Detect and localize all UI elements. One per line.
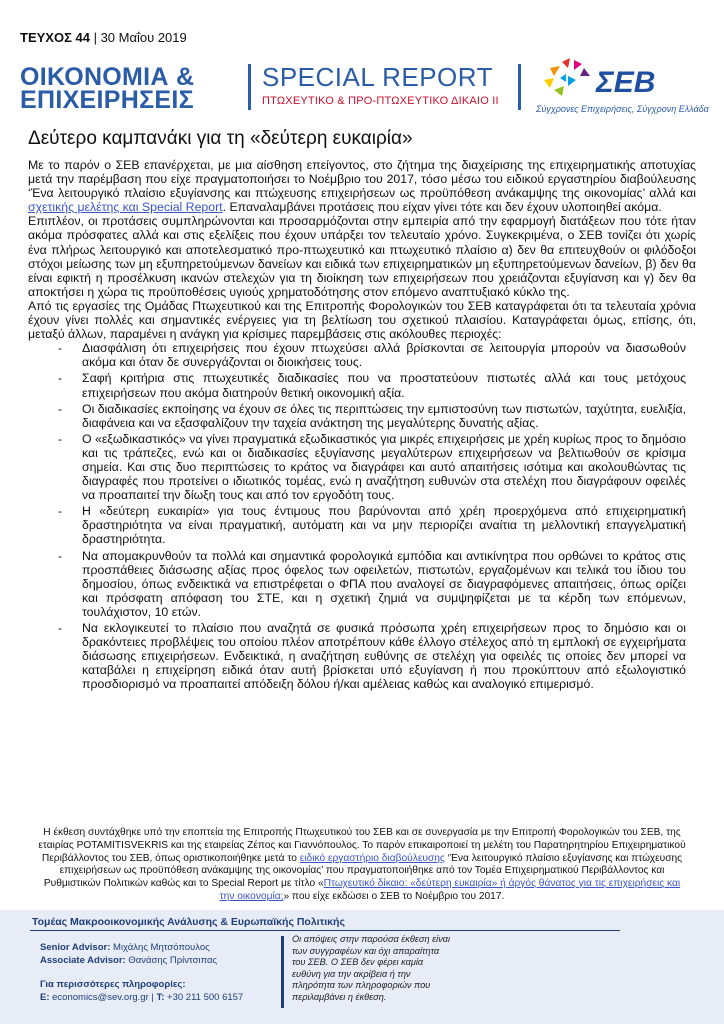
email-label: E: [40, 992, 50, 1003]
report-note-text-middle: ‘Ένα λειτουργικό πλαίσιο εξυγίανσης και πτώχευσης επιχειρήσεων ως προϋπόθεση ανάκαμψης της οικονομίας’ που πραγματοποιήθηκε από τον Τομέα Επιχειρηματικού Περιβάλλοντος και Ρυθμιστικών Πολιτικών καθώς και το Special Report με τίτλο « [43, 852, 683, 890]
paragraph-findings: Από τις εργασίες της Ομάδας Πτωχευτικού και της Επιτροπής Φορολογικών του ΣΕΒ καταγράφεται ότι τα τελευταία χρόνια έχουν γίνει πολλές και σημαντικές ενέργειες για τη βελτίωση του σχετικού πλαισίου. Καταγράφεται όμως, επίσης, ότι, μεταξύ άλλων, παραμένει η ανάγκη για κρίσιμες παρεμβάσεις στις ακόλουθες περιοχές: [28, 298, 696, 342]
special-report-subtitle: ΠΤΩΧΕΥΤΙΚΟ & ΠΡΟ-ΠΤΩΧΕΥΤΙΚΟ ΔΙΚΑΙΟ ΙΙ [262, 95, 499, 107]
study-link[interactable]: σχετικής μελέτης και Special Report [28, 200, 223, 215]
list-item: - Διασφάλιση ότι επιχειρήσεις που έχουν πτωχεύσει αλλά βρίσκονται σε λειτουργία μπορούν να διασωθούν ακόμα και όταν δε συνεργάζονται οι διοικήσεις τους. [28, 341, 696, 369]
disclaimer: Οι απόψεις στην παρούσα έκθεση είναι των συγγραφέων και όχι απαραίτητα του ΣΕΒ. Ο ΣΕΒ δεν φέρει καμία ευθύνη για την ακρίβεια ή την πληρότητα των πληροφοριών που περιλαμβάνει η έκθεση. [292, 934, 451, 1002]
report-note [36, 827, 688, 904]
report-note-text-end: » που είχε εκδώσει ο ΣΕΒ το Νοέμβριο του 2017. [283, 890, 505, 902]
contact-line [40, 992, 243, 1003]
email-link[interactable]: economics@sev.org.gr [52, 992, 149, 1003]
list-item: - Ο «εξωδικαστικός» να γίνει πραγματικά εξωδικαστικός για μικρές επιχειρήσεις με χρέη κυρίως προς το δημόσιο και τις τράπεζες, ενώ και οι διαδικασίες εξυγίανσης μεγαλύτερων επιχειρήσεων να βελτιωθούν σε κρίσιμα σημεία. Και στις δυο περιπτώσεις το κράτος να διαγράφει και αυτό απαιτήσεις ισότιμα και ακολουθώντας τις διαγραφές που προτείνει ο ιδιωτικός τομέας, ενώ η αναζήτηση ευθυνών στα στελέχη που διαγράφουν οφειλές να προαπαιτεί την δίωξη τους και από τον εργοδότη τους. [28, 432, 696, 502]
more-info-label: Για περισσότερες πληροφορίες: [40, 979, 186, 990]
more-info [40, 979, 186, 990]
sev-logo-tagline: Σύγχρονες Επιχειρήσεις, Σύγχρονη Ελλάδα [536, 104, 709, 114]
article-title: Δεύτερο καμπανάκι για τη «δεύτερη ευκαιρία» [28, 128, 413, 149]
senior-advisor-label: Senior Advisor: [40, 942, 111, 953]
list-item: - Να εκλογικευτεί το πλαίσιο που αναζητά σε φυσικά πρόσωπα χρέη επιχειρήσεων προς το δημόσιο και οι δρακόντειες προβλέψεις του οποίου πλέον αποτρέπουν κάθε έλλογο στέλεχος από τη εμπλοκή σε εγχειρήματα διάσωσης επιχειρήσεων. Ενδεικτικά, η αναζήτηση ευθύνης σε στελέχη για οφειλές τις οποίες δεν μπορεί να καταβάλει η επιχείρηση ειδικά όταν αυτή βρίσκεται υπό εξυγίανση ή που προκύπτουν από εξωλογιστικό προσδιορισμό να προαπαιτεί απόδειξη δόλου ή/και αμέλειας καθώς και αναλογικό επιμερισμό. [28, 621, 696, 691]
special-report-title: SPECIAL REPORT [262, 62, 493, 92]
paragraph-intro-text: Με το παρόν ο ΣΕΒ επανέρχεται, με μια αίσθηση επείγοντος, στο ζήτημα της διαχείρισης της επιχειρηματικής αποτυχίας μετά την παρέμβαση που είχε πραγματοποιήσει το Νοέμβριο του 2017, τόσο μέσω του ειδικού εργαστηρίου διαβούλευσης ‘Ένα λειτουργικό πλαίσιο εξυγίανσης και πτώχευσης επιχειρήσεων ως προϋπόθεση ανάκαμψης της οικονομίας’ αλλά και [28, 158, 696, 201]
list-item: - Οι διαδικασίες εκποίησης να έχουν σε όλες τις περιπτώσεις την εμπιστοσύνη των πιστωτών, ταχύτητα, ευελιξία, διαφάνεια και να εξασφαλίζουν την ταχεία ανάκτηση της μεγαλύτερης δυνατής αξίας. [28, 402, 696, 430]
associate-advisor [40, 955, 217, 966]
contact-separator: | [151, 992, 154, 1003]
senior-advisor [40, 942, 210, 953]
associate-advisor-name: Θανάσης Πρίντσιπας [128, 955, 218, 966]
associate-advisor-label: Associate Advisor: [40, 955, 126, 966]
paragraph-intro-text-end: . Επαναλαμβάνει προτάσεις που είχαν γίνει τότε και δεν έχουν υλοποιηθεί ακόμα. [222, 200, 662, 215]
senior-advisor-name: Μιχάλης Μητσόπουλος [113, 942, 210, 953]
publication-title-line2: ΕΠΙΧΕΙΡΗΣΕΙΣ [20, 86, 194, 114]
special-report-link[interactable]: Πτωχευτικό δίκαιο: «δεύτερη ευκαιρία» ή άργός θάνατος για τις επιχειρήσεις και την οικονομία; [219, 878, 681, 902]
sev-logo-text: ΣΕΒ [596, 66, 656, 99]
footer-vertical-divider [281, 936, 284, 1008]
phone-number: +30 211 500 6157 [167, 992, 244, 1003]
intervention-list [28, 341, 696, 691]
issue-number: ΤΕΥΧΟΣ 44 [20, 30, 90, 45]
list-item: - Σαφή κριτήρια στις πτωχευτικές διαδικασίες που να προστατεύουν πιστωτές αλλά και τους μετόχους επιχειρήσεων που ακόμα διατηρούν θετική οικονομική αξία. [28, 371, 696, 399]
header-divider-right [518, 64, 521, 110]
issue-separator: | [89, 30, 101, 45]
sev-logo-mark-icon [544, 58, 590, 96]
list-item: - Η «δεύτερη ευκαιρία» για τους έντιμους που βαρύνονται από χρέη προερχόμενα από επιχειρηματική δραστηριότητα να είναι πραγματική, αυτόματη και να μην περιορίζει αναίτια τη μελλοντική επαγγελματική δραστηριότητα. [28, 504, 696, 546]
phone-label: T: [156, 992, 165, 1003]
article-body [28, 158, 696, 693]
paragraph-intro [28, 158, 696, 214]
footer-department: Τομέας Μακροοικονομικής Ανάλυσης & Ευρωπαϊκής Πολιτικής [32, 916, 345, 928]
publication-title [20, 63, 195, 114]
issue-date: 30 Μαΐου 2019 [100, 30, 187, 45]
issue-line [20, 30, 187, 45]
list-item: - Να απομακρυνθούν τα πολλά και σημαντικά φορολογικά εμπόδια και αντικίνητρα που ορθώνει το κράτος στις προσπάθειες διάσωσης αξίας προς όφελος των οφειλετών, πιστωτών, εργαζομένων και τελικά του ίδιου του δημοσίου, όπως ενδεικτικά να επιστρέφεται ο ΦΠΑ που αναλογεί σε διαγραφόμενες απαιτήσεις, όπως ορίζει και πρόσφατη απόφαση του ΣΤΕ, και η σχετική ζημιά να συμψηφίζεται με τα κέρδη των επόμενων, τουλάχιστον, 10 ετών. [28, 549, 696, 619]
paragraph-proposals: Επιπλέον, οι προτάσεις συμπληρώνονται και προσαρμόζονται στην εμπειρία από την εφαρμογή διατάξεων που τότε ήταν ακόμα πρόσφατες αλλά και στις εξελίξεις που έχουν υπάρξει τον τελευταίο χρόνο. Συγκεκριμένα, ο ΣΕΒ τονίζει ότι χωρίς ένα πλήρως λειτουργικό και αποτελεσματικό προ-πτωχευτικό και πτωχευτικό πλαίσιο α) δεν θα επιτευχθούν οι φιλόδοξοι στόχοι μείωσης των μη εξυπηρετούμενων δανείων και ειδικά των επιχειρηματικών μη εξυπηρετούμενων δανείων, β) δεν θα είναι εφικτή η προσέλκυση ικανών στελεχών για τη διοίκηση των επιχειρήσεων που χρειάζονται εξυγίανση και γ) δεν θα αποκτήσει η χώρα τις προϋποθέσεις υγιούς χρηματοδότησης στον επόμενο αναπτυξιακό κύκλο της. [28, 214, 696, 299]
footer-divider [30, 930, 620, 931]
publication-title-line1: ΟΙΚΟΝΟΜΙΑ & [20, 63, 195, 91]
workshop-link[interactable]: ειδικό εργαστήριο διαβούλευσης [299, 852, 445, 864]
header-divider-left [248, 64, 251, 110]
report-note-text: Η έκθεση συντάχθηκε υπό την εποπτεία της Επιτροπής Πτωχευτικού του ΣΕΒ και σε συνεργασία με την Επιτροπή Φορολογικών του ΣΕΒ, της εταιρίας POTAMITISVEKRIS και της εταιρείας Ζέπος και Γιαννόπουλος. Το παρόν επικαιροποιεί τη μελέτη του Παρατηρητηρίου Επιχειρηματικού Περιβάλλοντος του ΣΕΒ, όπως οριστικοποιήθηκε μετά το [38, 827, 686, 864]
